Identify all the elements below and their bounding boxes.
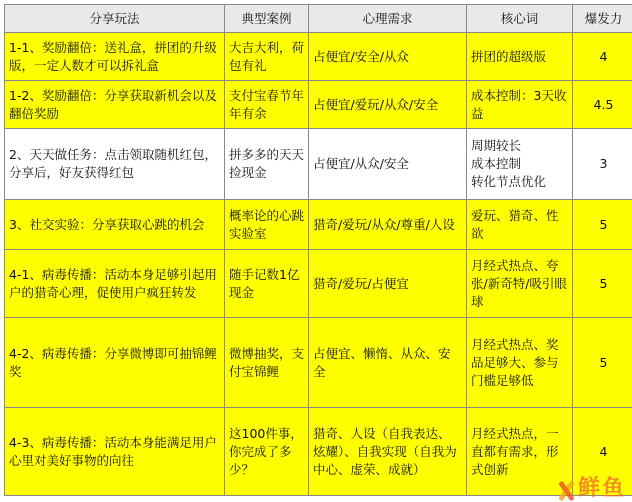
cell-case: 随手记数1亿现金: [225, 250, 309, 318]
cell-power: 4.5: [573, 81, 632, 129]
cell-keyword: 拼团的超级版: [467, 33, 573, 81]
cell-power: 5: [573, 200, 632, 250]
table-row: [5, 250, 632, 318]
table-row: [5, 129, 632, 200]
cell-case: 支付宝春节年年有余: [225, 81, 309, 129]
header-power: 爆发力: [573, 5, 632, 33]
cell-play: 4-3、病毒传播：活动本身能满足用户心里对美好事物的向往: [5, 408, 225, 496]
cell-keyword: 成本控制：3天收益: [467, 81, 573, 129]
header-keyword: 核心词: [467, 5, 573, 33]
table-header-row: [5, 5, 632, 33]
cell-need: 占便宜/爱玩/从众/安全: [309, 81, 467, 129]
cell-play: 1-2、奖励翻倍：分享获取新机会以及翻倍奖励: [5, 81, 225, 129]
cell-case: 微博抽奖，支付宝锦鲤: [225, 318, 309, 408]
cell-need: 猎奇、人设（自我表达、炫耀）、自我实现（自我为中心、虚荣、成就）: [309, 408, 467, 496]
cell-need: 猎奇/爱玩/从众/尊重/人设: [309, 200, 467, 250]
cell-play: 4-2、病毒传播：分享微博即可抽锦鲤奖: [5, 318, 225, 408]
table-row: [5, 200, 632, 250]
cell-need: 占便宜/从众/安全: [309, 129, 467, 200]
strategy-table: [4, 4, 632, 496]
cell-play: 1-1、奖励翻倍：送礼盒，拼团的升级版，一定人数才可以拆礼盒: [5, 33, 225, 81]
cell-need: 猎奇/爱玩/占便宜: [309, 250, 467, 318]
table-row: [5, 408, 632, 496]
cell-power: 5: [573, 318, 632, 408]
table-row: [5, 318, 632, 408]
cell-power: 5: [573, 250, 632, 318]
cell-case: 大吉大利，荷包有礼: [225, 33, 309, 81]
cell-keyword: 月经式热点、夸张/新奇特/吸引眼球: [467, 250, 573, 318]
cell-case: 这100件事，你完成了多少？: [225, 408, 309, 496]
cell-power: 4: [573, 33, 632, 81]
cell-need: 占便宜、懒惰、从众、安全: [309, 318, 467, 408]
cell-case: 概率论的心跳实验室: [225, 200, 309, 250]
cell-keyword: 月经式热点、奖品足够大、参与门槛足够低: [467, 318, 573, 408]
watermark-text: 鲜鱼: [577, 476, 626, 501]
cell-keyword: 月经式热点，一直都有需求，形式创新: [467, 408, 573, 496]
table-row: [5, 81, 632, 129]
cell-power: 4: [573, 408, 632, 496]
cell-case: 拼多多的天天捡现金: [225, 129, 309, 200]
cell-play: 4-1、病毒传播：活动本身足够引起用户的猎奇心理，促使用户疯狂转发: [5, 250, 225, 318]
header-share-play: 分享玩法: [5, 5, 225, 33]
header-psych-need: 心理需求: [309, 5, 467, 33]
cell-power: 3: [573, 129, 632, 200]
table-row: [5, 33, 632, 81]
cell-keyword: 周期较长 成本控制 转化节点优化: [467, 129, 573, 200]
cell-need: 占便宜/安全/从众: [309, 33, 467, 81]
header-typical-case: 典型案例: [225, 5, 309, 33]
cell-play: 3、社交实验：分享获取心跳的机会: [5, 200, 225, 250]
cell-keyword: 爱玩、猎奇、性欲: [467, 200, 573, 250]
cell-play: 2、天天做任务：点击领取随机红包，分享后，好友获得红包: [5, 129, 225, 200]
